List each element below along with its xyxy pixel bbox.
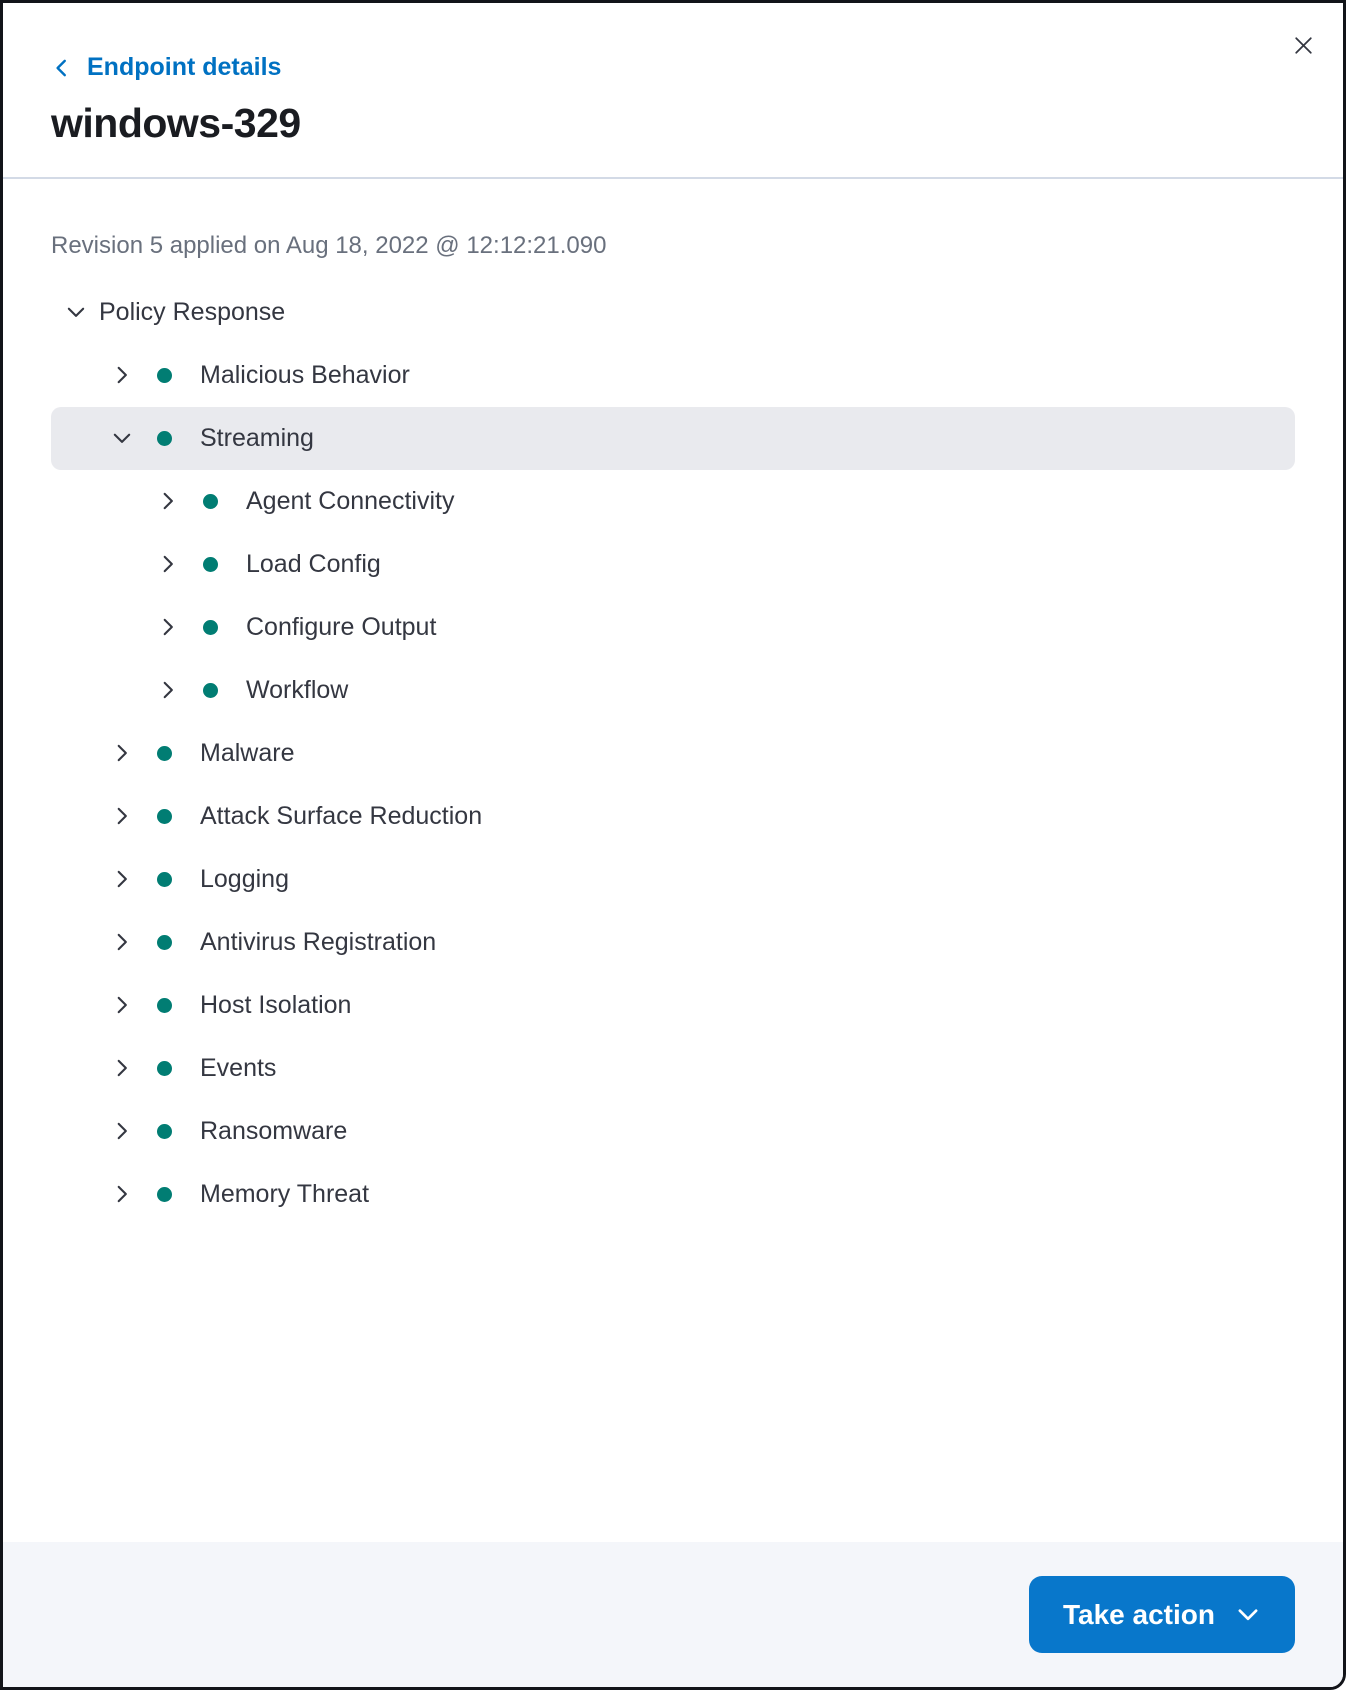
chevron-right-icon[interactable] [111, 931, 133, 953]
tree-item-load-config[interactable] [51, 533, 1295, 596]
chevron-right-icon[interactable] [111, 1120, 133, 1142]
tree-item-label: Agent Connectivity [246, 486, 455, 515]
status-dot-icon [157, 998, 172, 1013]
close-icon [1291, 33, 1316, 58]
chevron-right-icon[interactable] [111, 1057, 133, 1079]
policy-response-tree [51, 281, 1295, 1226]
tree-item-configure-output[interactable] [51, 596, 1295, 659]
tree-items-container [51, 344, 1295, 1226]
flyout-footer [3, 1542, 1343, 1687]
tree-item-attack-surface-reduction[interactable] [51, 785, 1295, 848]
tree-item-host-isolation[interactable] [51, 974, 1295, 1037]
status-dot-icon [203, 620, 218, 635]
chevron-down-icon[interactable] [111, 427, 133, 449]
tree-item-events[interactable] [51, 1037, 1295, 1100]
tree-item-label: Logging [200, 864, 289, 893]
tree-item-ransomware[interactable] [51, 1100, 1295, 1163]
chevron-right-icon[interactable] [111, 742, 133, 764]
back-to-endpoint-details-link[interactable] [51, 53, 281, 82]
tree-item-label: Policy Response [99, 297, 286, 326]
tree-item-malicious-behavior[interactable] [51, 344, 1295, 407]
tree-item-label: Attack Surface Reduction [200, 801, 483, 830]
tree-item-logging[interactable] [51, 848, 1295, 911]
status-dot-icon [157, 809, 172, 824]
chevron-right-icon[interactable] [111, 805, 133, 827]
tree-item-label: Events [200, 1053, 277, 1082]
tree-item-workflow[interactable] [51, 659, 1295, 722]
tree-item-malware[interactable] [51, 722, 1295, 785]
status-dot-icon [157, 1124, 172, 1139]
tree-item-label: Streaming [200, 423, 314, 452]
chevron-right-icon[interactable] [157, 616, 179, 638]
tree-item-label: Malware [200, 738, 295, 767]
status-dot-icon [157, 746, 172, 761]
tree-item-label: Antivirus Registration [200, 927, 437, 956]
tree-item-streaming[interactable] [51, 407, 1295, 470]
chevron-right-icon[interactable] [157, 679, 179, 701]
page-title: windows-329 [51, 99, 301, 146]
chevron-right-icon[interactable] [157, 490, 179, 512]
status-dot-icon [157, 368, 172, 383]
flyout-header [3, 3, 1343, 179]
tree-item-label: Host Isolation [200, 990, 352, 1019]
tree-item-label: Malicious Behavior [200, 360, 410, 389]
back-link-label: Endpoint details [87, 53, 282, 81]
take-action-button[interactable] [1029, 1576, 1295, 1653]
chevron-right-icon[interactable] [111, 1183, 133, 1205]
status-dot-icon [157, 935, 172, 950]
tree-item-agent-connectivity[interactable] [51, 470, 1295, 533]
status-dot-icon [203, 557, 218, 572]
close-button[interactable] [1281, 23, 1325, 67]
status-dot-icon [157, 431, 172, 446]
tree-item-label: Workflow [246, 675, 349, 704]
chevron-down-icon[interactable] [65, 301, 87, 323]
tree-item-antivirus-registration[interactable] [51, 911, 1295, 974]
revision-applied-text: Revision 5 applied on Aug 18, 2022 @ 12:12:21.090 [51, 231, 607, 259]
chevron-right-icon[interactable] [111, 868, 133, 890]
status-dot-icon [157, 1061, 172, 1076]
tree-item-label: Ransomware [200, 1116, 348, 1145]
tree-item-label: Memory Threat [200, 1179, 370, 1208]
chevron-right-icon[interactable] [157, 553, 179, 575]
chevron-left-icon [51, 57, 73, 79]
chevron-right-icon[interactable] [111, 994, 133, 1016]
tree-item-label: Configure Output [246, 612, 437, 641]
status-dot-icon [203, 683, 218, 698]
tree-item-policy-response[interactable] [51, 281, 1295, 344]
tree-item-label: Load Config [246, 549, 381, 578]
flyout-body [3, 179, 1343, 1543]
status-dot-icon [157, 872, 172, 887]
tree-item-memory-threat[interactable] [51, 1163, 1295, 1226]
status-dot-icon [157, 1187, 172, 1202]
chevron-down-icon [1235, 1602, 1261, 1628]
status-dot-icon [203, 494, 218, 509]
chevron-right-icon[interactable] [111, 364, 133, 386]
take-action-label: Take action [1063, 1598, 1215, 1630]
